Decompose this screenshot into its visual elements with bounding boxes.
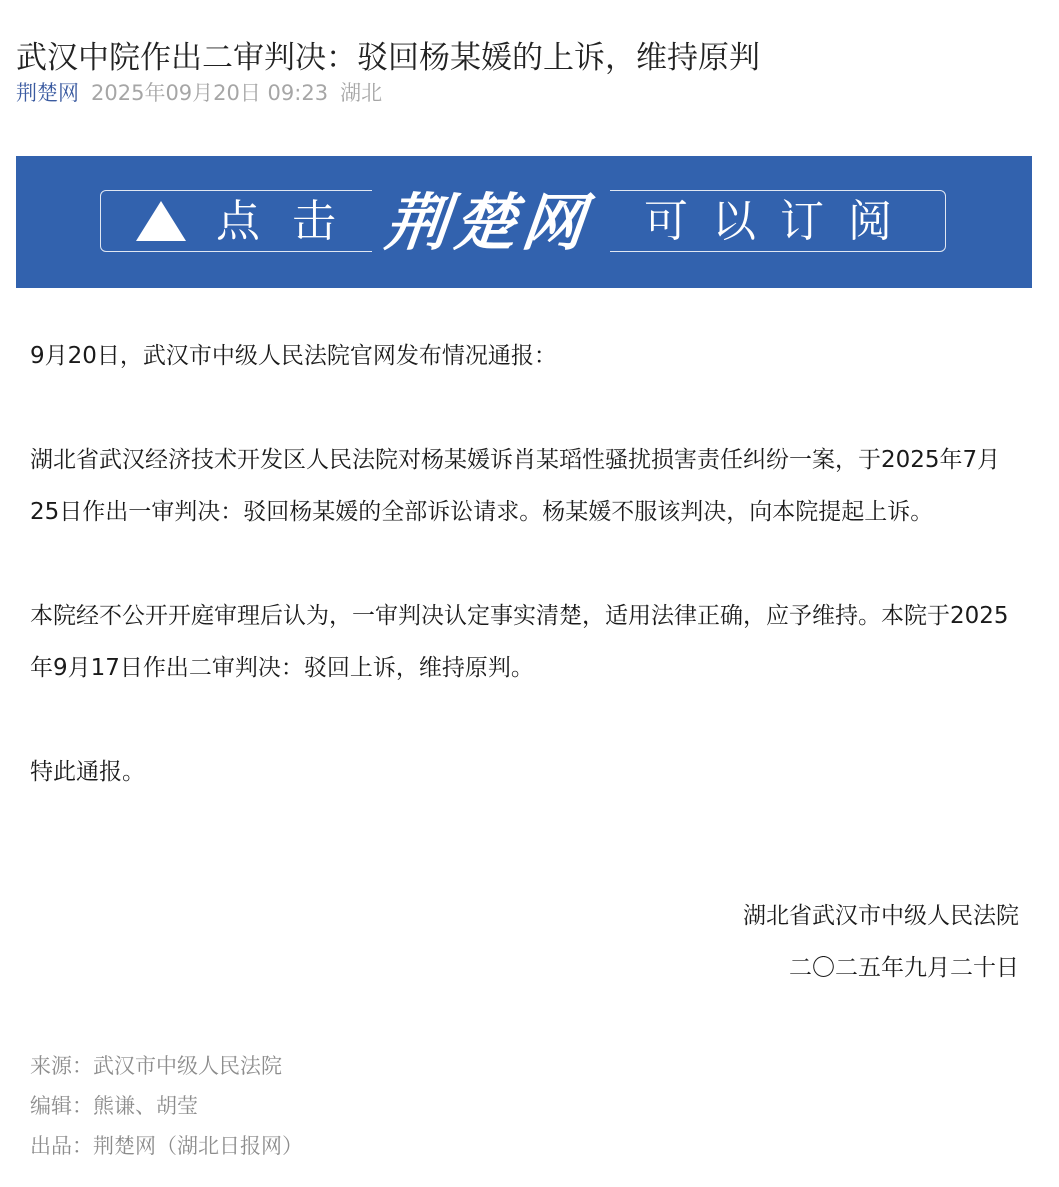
- signature-date: 二〇二五年九月二十日: [789, 955, 1019, 981]
- publish-datetime: 2025年09月20日 09:23: [91, 81, 329, 105]
- paragraph-gap: [30, 382, 1025, 434]
- banner-cta-left: 点击: [216, 196, 368, 247]
- up-arrow-icon: [136, 201, 186, 241]
- signature-block: [743, 890, 1019, 994]
- article-body: [30, 330, 1025, 798]
- site-logo: 荆楚网: [382, 186, 594, 259]
- region-label: 湖北: [340, 81, 383, 105]
- article-title: 武汉中院作出二审判决：驳回杨某媛的上诉，维持原判: [16, 39, 760, 76]
- paragraph-gap: [30, 538, 1025, 590]
- footer-producer: 出品：荆楚网（湖北日报网）: [30, 1134, 303, 1158]
- article-footer: [30, 1046, 303, 1166]
- signature-org: 湖北省武汉市中级人民法院: [743, 903, 1019, 929]
- footer-source: 来源：武汉市中级人民法院: [30, 1054, 282, 1078]
- paragraph-gap: [30, 694, 1025, 746]
- paragraph-closing: 特此通报。: [30, 759, 145, 785]
- paragraph-case: 湖北省武汉经济技术开发区人民法院对杨某媛诉肖某瑫性骚扰损害责任纠纷一案，于2025年7月25日作出一审判决：驳回杨某媛的全部诉讼请求。杨某媛不服该判决，向本院提起上诉。: [30, 447, 1001, 525]
- subscribe-banner[interactable]: [16, 156, 1032, 288]
- paragraph-ruling: 本院经不公开开庭审理后认为，一审判决认定事实清楚，适用法律正确，应予维持。本院于2025年9月17日作出二审判决：驳回上诉，维持原判。: [30, 603, 1009, 681]
- footer-editor: 编辑：熊谦、胡莹: [30, 1094, 198, 1118]
- source-link[interactable]: 荆楚网: [16, 81, 79, 105]
- paragraph-intro: 9月20日，武汉市中级人民法院官网发布情况通报：: [30, 343, 557, 369]
- banner-cta-right: 可以订阅: [644, 196, 916, 247]
- article-meta: [16, 78, 382, 108]
